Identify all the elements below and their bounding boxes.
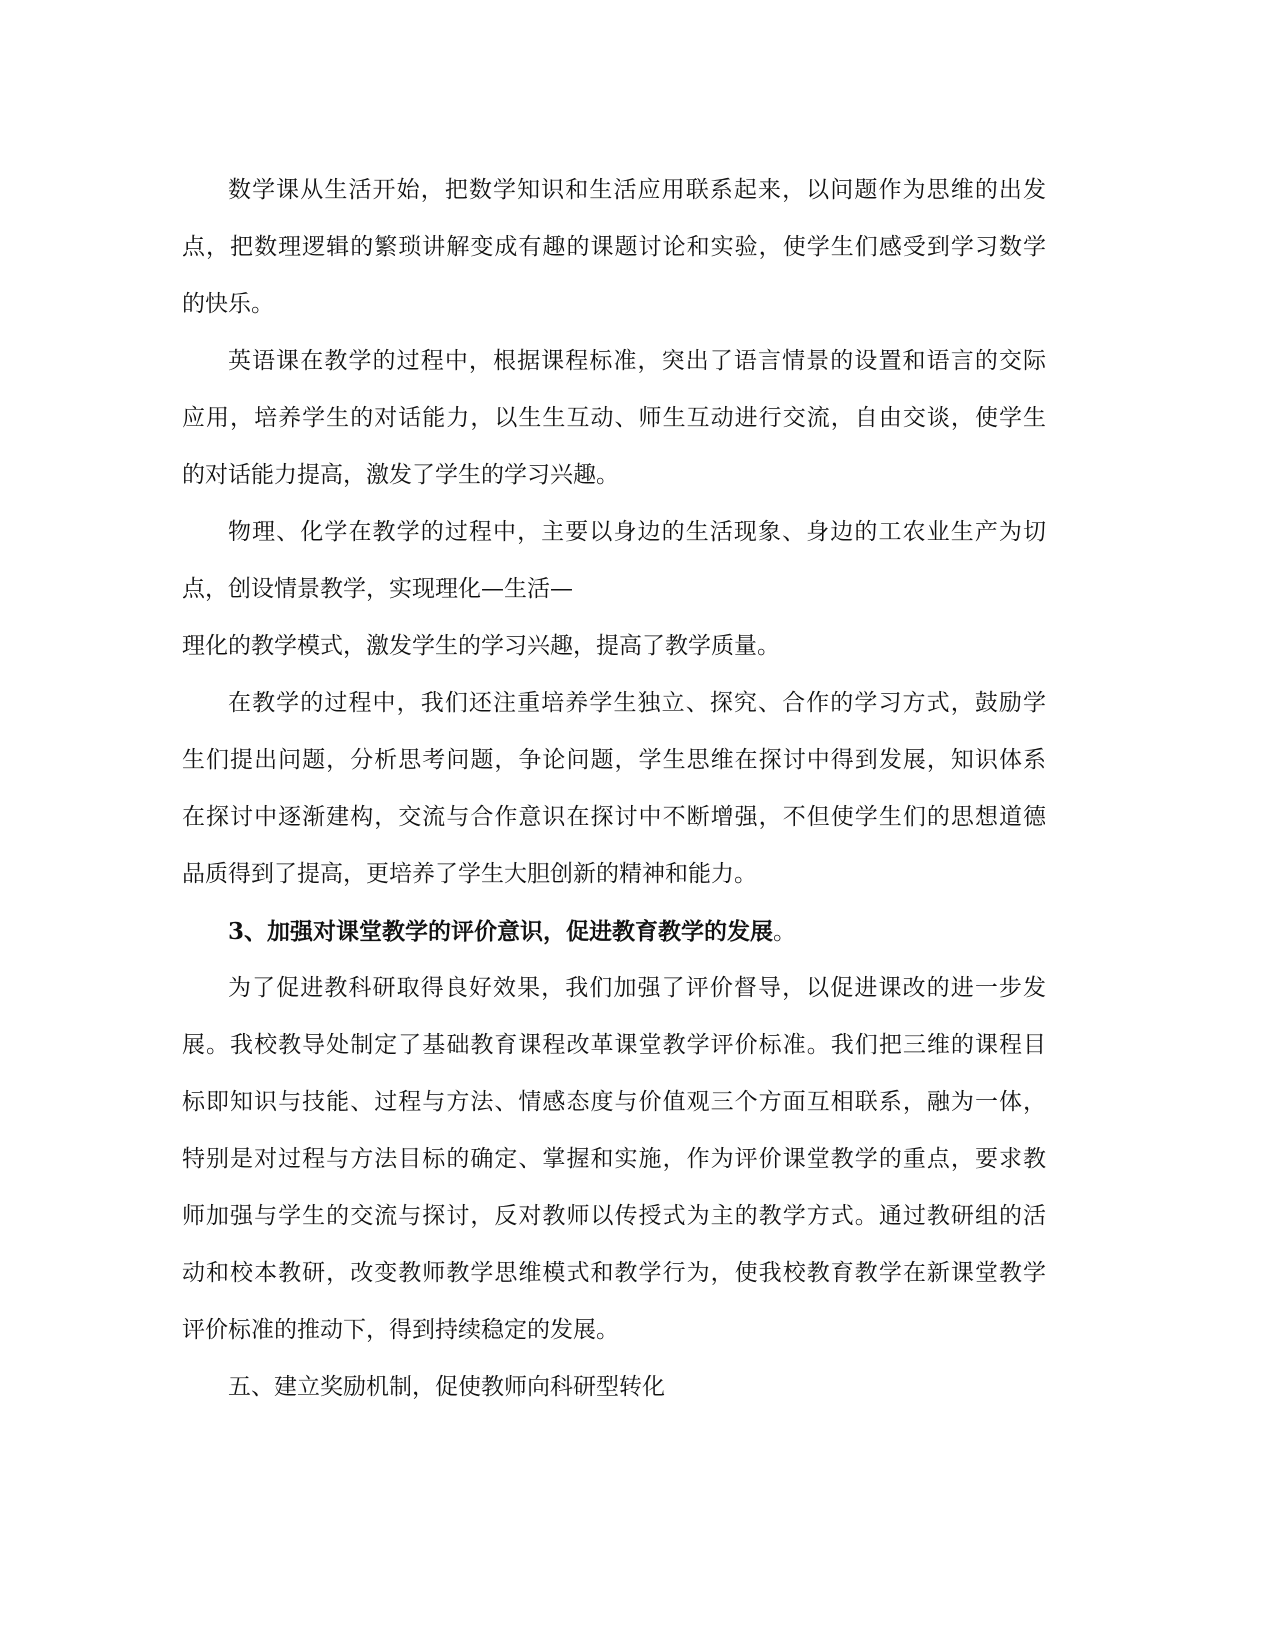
paragraph-line: 在教学的过程中，我们还注重培养学生独立、探究、合作的学习方式，鼓励学	[228, 690, 1046, 716]
paragraph-line: 为了促进教科研取得良好效果，我们加强了评价督导，以促进课改的进一步发	[228, 975, 1046, 1001]
paragraph-line: 五、建立奖励机制，促使教师向科研型转化	[228, 1374, 665, 1400]
paragraph-line: 的快乐。	[182, 291, 274, 317]
paragraph-teaching-methods	[182, 675, 1046, 903]
paragraph-line: 标即知识与技能、过程与方法、情感态度与价值观三个方面互相联系，融为一体，	[182, 1089, 1046, 1115]
paragraph-line: 理化的教学模式，激发学生的学习兴趣，提高了教学质量。	[182, 633, 780, 659]
section-heading	[182, 903, 1046, 960]
paragraph-line: 展。我校教导处制定了基础教育课程改革课堂教学评价标准。我们把三维的课程目	[182, 1032, 1046, 1058]
paragraph-line: 品质得到了提高，更培养了学生大胆创新的精神和能力。	[182, 861, 757, 887]
paragraph-line: 应用，培养学生的对话能力，以生生互动、师生互动进行交流，自由交谈，使学生	[182, 405, 1046, 431]
paragraph-math	[182, 162, 1046, 333]
paragraph-line: 物理、化学在教学的过程中，主要以身边的生活现象、身边的工农业生产为切	[228, 519, 1046, 545]
paragraph-line: 评价标准的推动下，得到持续稳定的发展。	[182, 1317, 619, 1343]
paragraph-physics-chemistry	[182, 504, 1046, 675]
paragraph-line: 数学课从生活开始，把数学知识和生活应用联系起来，以问题作为思维的出发	[228, 177, 1046, 203]
paragraph-line: 点，创设情景教学，实现理化—生活—	[182, 576, 573, 602]
paragraph-line: 英语课在教学的过程中，根据课程标准，突出了语言情景的设置和语言的交际	[228, 348, 1046, 374]
paragraph-line: 在探讨中逐渐建构，交流与合作意识在探讨中不断增强，不但使学生们的思想道德	[182, 804, 1046, 830]
paragraph-line: 生们提出问题，分析思考问题，争论问题，学生思维在探讨中得到发展，知识体系	[182, 747, 1046, 773]
section-heading-tail: 。	[773, 919, 797, 945]
paragraph-line: 师加强与学生的交流与探讨，反对教师以传授式为主的教学方式。通过教研组的活	[182, 1203, 1046, 1229]
paragraph-english	[182, 333, 1046, 504]
paragraph-line: 动和校本教研，改变教师教学思维模式和教学行为，使我校教育教学在新课堂教学	[182, 1260, 1046, 1286]
section-heading-text: 3、加强对课堂教学的评价意识，促进教育教学的发展	[228, 918, 774, 945]
paragraph-evaluation	[182, 960, 1046, 1359]
paragraph-line: 点，把数理逻辑的繁琐讲解变成有趣的课题讨论和实验，使学生们感受到学习数学	[182, 234, 1046, 260]
section-five-heading	[182, 1359, 1046, 1416]
document-body	[182, 162, 1046, 1416]
paragraph-line: 的对话能力提高，激发了学生的学习兴趣。	[182, 462, 619, 488]
paragraph-line: 特别是对过程与方法目标的确定、掌握和实施，作为评价课堂教学的重点，要求教	[182, 1146, 1046, 1172]
